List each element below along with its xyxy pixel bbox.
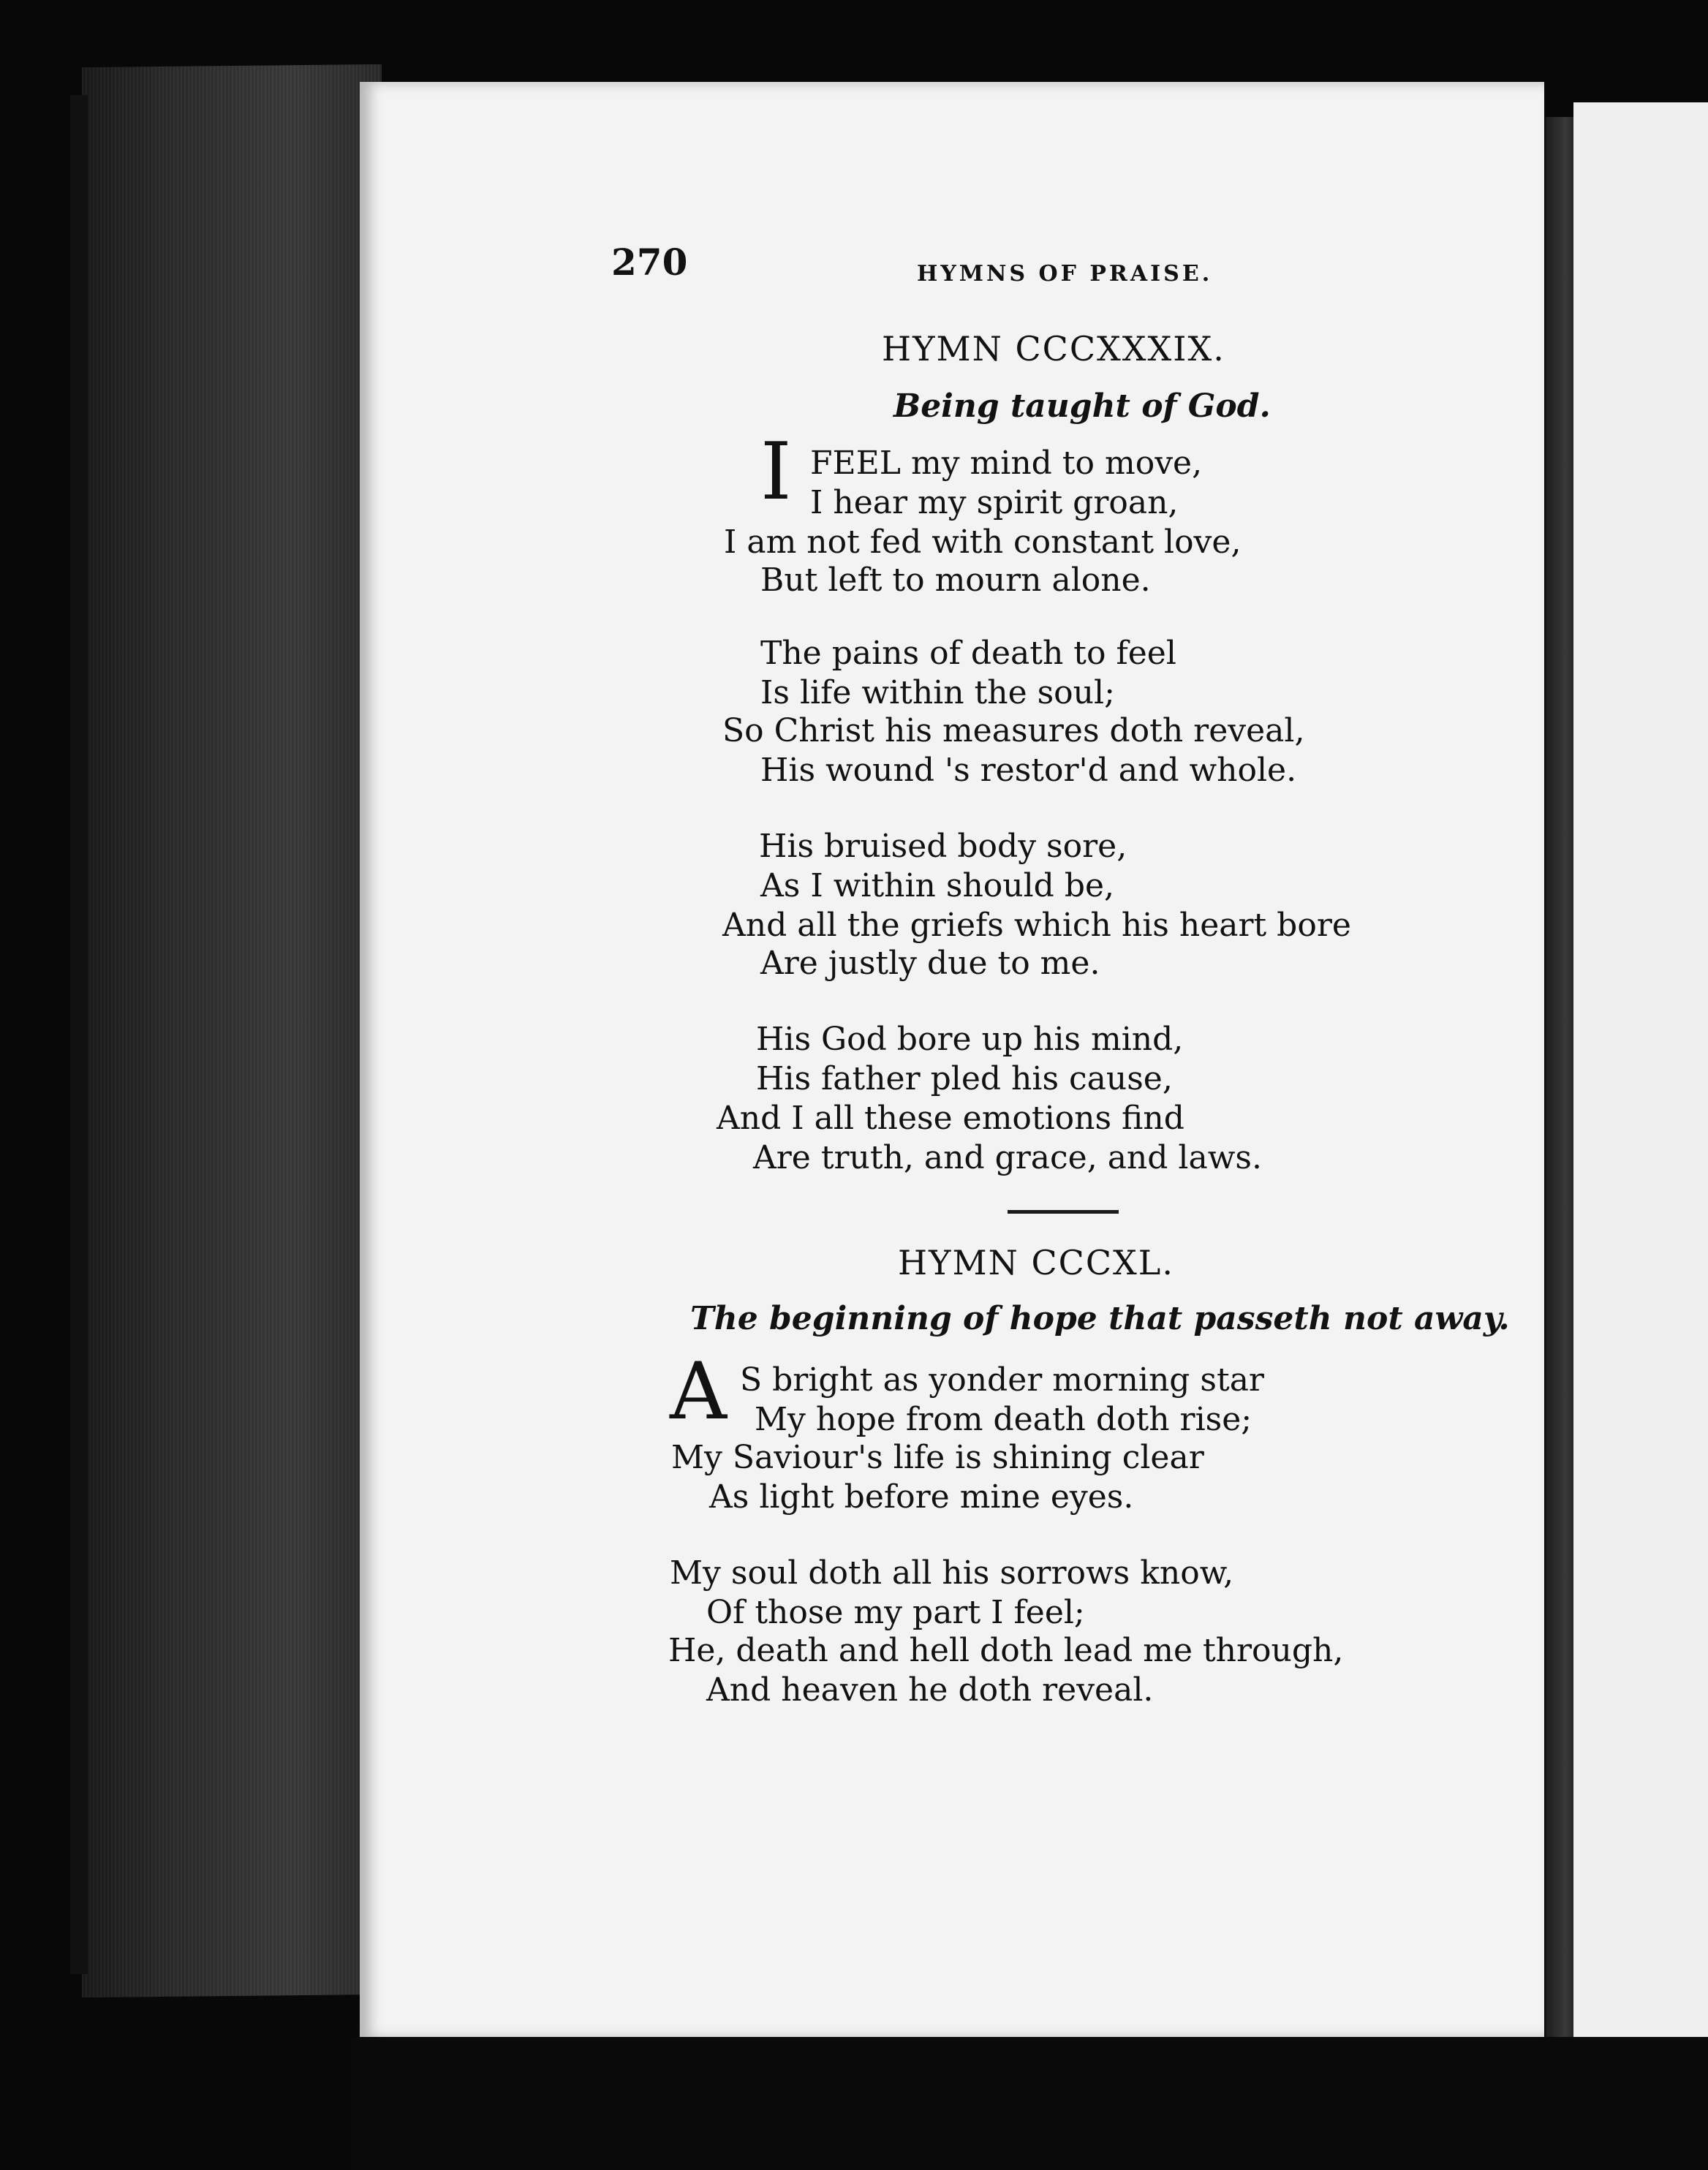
hymn-subtitle: The beginning of hope that passeth not away.	[690, 1300, 1510, 1337]
verse-line: The pains of death to feel	[760, 635, 1176, 672]
verse-line: My soul doth all his sorrows know,	[670, 1554, 1234, 1592]
verse-line: I hear my spirit groan,	[810, 484, 1179, 521]
verse-line: And all the griefs which his heart bore	[722, 907, 1351, 944]
verse-line: Are truth, and grace, and laws.	[753, 1139, 1262, 1176]
verse-line: He, death and hell doth lead me through,	[668, 1632, 1344, 1669]
verse-line: I am not fed with constant love,	[724, 523, 1242, 561]
verse-line: So Christ his measures doth reveal,	[722, 712, 1305, 749]
verse-line: As I within should be,	[760, 867, 1115, 904]
verse-line: His God bore up his mind,	[756, 1021, 1184, 1058]
verse-line: Are justly due to me.	[760, 945, 1100, 982]
hymn-title: HYMN CCCXL.	[898, 1243, 1174, 1282]
drop-cap: A	[670, 1346, 727, 1437]
verse-line: His father pled his cause,	[756, 1060, 1173, 1097]
page-number: 270	[611, 241, 688, 284]
verse-line: And heaven he doth reveal.	[706, 1671, 1154, 1709]
drop-cap: I	[760, 426, 792, 518]
section-divider	[1008, 1210, 1119, 1214]
cover-edge	[70, 95, 88, 1974]
verse-line: S bright as yonder morning star	[740, 1361, 1264, 1399]
verse-line: As light before mine eyes.	[709, 1478, 1134, 1516]
verse-line: Of those my part I feel;	[706, 1594, 1085, 1631]
scan-background	[351, 2037, 1708, 2170]
hymn-subtitle: Being taught of God.	[893, 388, 1271, 425]
verse-line: Is life within the soul;	[760, 674, 1115, 711]
verse-line: My hope from death doth rise;	[755, 1401, 1252, 1438]
hymn-title: HYMN CCCXXXIX.	[882, 329, 1225, 368]
running-head: HYMNS OF PRAISE.	[917, 261, 1213, 287]
verse-line: His wound 's restor'd and whole.	[760, 752, 1297, 789]
verse-line: My Saviour's life is shining clear	[671, 1439, 1204, 1476]
book-cover	[82, 64, 382, 1997]
verse-line: His bruised body sore,	[759, 828, 1127, 865]
verse-line: But left to mourn alone.	[760, 562, 1151, 599]
verse-line: FEEL my mind to move,	[810, 445, 1203, 482]
verse-line: And I all these emotions find	[717, 1100, 1184, 1137]
next-page-edge	[1573, 102, 1708, 2053]
